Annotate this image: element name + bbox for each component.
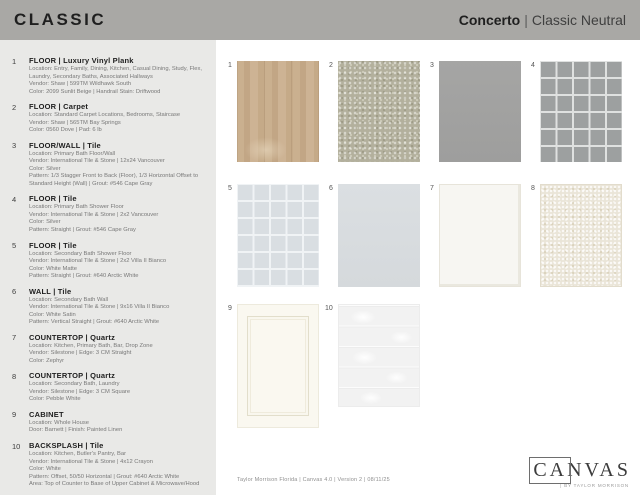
spec-item-body <box>29 410 204 435</box>
spec-item <box>12 371 204 404</box>
light-tile-sample <box>338 184 420 287</box>
spec-detail-line: Vendor: Shaw | 565TM Bay Springs <box>29 119 121 126</box>
swatch-number: 10 <box>325 305 333 312</box>
spec-detail-line: Door: Barnett | Finish: Painted Linen <box>29 427 123 434</box>
spec-item <box>12 194 204 234</box>
swatch-panel <box>216 40 640 495</box>
spec-detail-line: Location: Standard Carpet Locations, Bedrooms, Staircase <box>29 112 181 119</box>
spec-detail-line: Vendor: International Tile & Stone | 12x24 Vancouver <box>29 158 165 165</box>
spec-detail-line: Pattern: Straight | Grout: #640 Arctic White <box>29 273 139 280</box>
white-quartz-sample <box>439 184 521 287</box>
spec-detail-line: Location: Kitchen, Butler's Pantry, Bar <box>29 451 127 457</box>
spec-detail-line: Location: Entry, Family, Dining, Kitchen, Casual Dining, Study, Flex, Laundry, Secondary Baths, Associated Hallways <box>29 66 203 80</box>
spec-item-number: 2 <box>12 102 17 112</box>
wood-plank-sample <box>237 61 319 162</box>
spec-item-body <box>29 102 204 135</box>
canvas-logo <box>533 460 631 488</box>
spec-detail-line: Vendor: Shaw | 599TM Wildhawk South <box>29 81 132 88</box>
package-separator: | <box>524 12 528 28</box>
swatch-number: 9 <box>228 305 232 312</box>
spec-detail-line: Color: White <box>29 466 61 473</box>
spec-list-panel <box>0 40 216 495</box>
spec-item-details <box>29 381 204 404</box>
spec-detail-line: Vendor: International Tile & Stone | 2x2 Vancouver <box>29 211 159 218</box>
canvas-logo-word: CANVAS <box>533 459 631 481</box>
spec-item-details <box>29 204 204 234</box>
collection-title: CLASSIC <box>14 10 107 29</box>
spec-item <box>12 141 204 189</box>
spec-item-details <box>29 343 204 366</box>
spec-item-title: COUNTERTOP | Quartz <box>29 332 116 342</box>
spec-detail-line: Color: White Satin <box>29 311 76 318</box>
swatch-number: 7 <box>430 185 434 192</box>
spec-item-details <box>29 251 204 281</box>
canvas-logo-tagline: | BY TAYLOR MORRISON <box>560 483 629 488</box>
spec-item-details <box>29 151 204 189</box>
spec-detail-line: Vendor: International Tile & Stone | 9x16 Villa II Bianco <box>29 304 170 311</box>
spec-item-body <box>29 194 204 234</box>
header <box>0 0 640 40</box>
spec-detail-line: Pattern: Straight | Grout: #546 Cape Gray <box>29 226 136 233</box>
spec-item <box>12 441 204 489</box>
spec-item-number: 3 <box>12 141 17 151</box>
gray-tile-sample <box>439 61 521 162</box>
spec-item-body <box>29 333 204 366</box>
spec-detail-line: Location: Whole House <box>29 419 89 426</box>
swatch-number: 2 <box>329 62 333 69</box>
spec-item-details <box>29 297 204 327</box>
spec-item-title: FLOOR | Tile <box>29 194 77 204</box>
spec-item-number: 10 <box>12 441 21 451</box>
spec-detail-line: Pattern: Offset, 50/50 Horizontal | Grout: #640 Arctic White <box>29 473 180 480</box>
spec-detail-line: Pattern: Vertical Straight | Grout: #640 Arctic White <box>29 319 160 326</box>
swatch-number: 5 <box>228 185 232 192</box>
spec-item-body <box>29 371 204 404</box>
swatch-tile-vancouver-12x24 <box>430 61 521 162</box>
spec-detail-line: Location: Primary Bath Shower Floor <box>29 204 124 211</box>
spec-item-number: 5 <box>12 241 17 250</box>
spec-item-number: 6 <box>12 287 17 297</box>
spec-item-title: COUNTERTOP | Quartz <box>29 371 116 381</box>
spec-item <box>12 410 204 435</box>
swatch-carpet <box>329 61 420 162</box>
spec-item-details <box>29 66 204 96</box>
swatch-number: 1 <box>228 62 232 69</box>
spec-detail-line: Location: Secondary Bath, Laundry <box>29 381 120 388</box>
spec-detail-line: Color: 0560 Dove | Pad: 6 lb <box>29 127 102 134</box>
spec-item-body <box>29 241 204 281</box>
swatch-cabinet-door <box>228 304 319 428</box>
spec-detail-line: Location: Secondary Bath Shower Floor <box>29 250 132 257</box>
spec-list <box>12 56 204 489</box>
swatch-number: 6 <box>329 185 333 192</box>
spec-detail-line: Location: Primary Bath Floor/Wall <box>29 150 116 157</box>
spec-detail-line: Vendor: Silestone | Edge: 3 CM Straight <box>29 350 132 357</box>
gray-mosaic-sample <box>540 61 622 162</box>
spec-item <box>12 241 204 281</box>
spec-item-body <box>29 287 204 327</box>
spec-item-details <box>29 112 204 135</box>
package-name: Concerto <box>458 12 521 28</box>
speckled-quartz-sample <box>540 184 622 287</box>
spec-detail-line: Color: Pebble White <box>29 396 81 403</box>
package-title <box>459 12 626 28</box>
spec-item-body <box>29 56 204 96</box>
spec-item-title: FLOOR/WALL | Tile <box>29 140 101 150</box>
swatch-tile-villa-bianco-9x16 <box>329 184 420 287</box>
spec-item-title: BACKSPLASH | Tile <box>29 441 104 450</box>
spec-item-title: WALL | Tile <box>29 286 72 296</box>
swatch-number: 8 <box>531 185 535 192</box>
spec-detail-line: Vendor: International Tile & Stone | 2x2 Villa II Bianco <box>29 258 167 265</box>
spec-item-title: CABINET <box>29 409 64 419</box>
swatch-quartz-zephyr <box>430 184 521 287</box>
spec-item <box>12 333 204 366</box>
spec-detail-line: Vendor: Silestone | Edge: 3 CM Square <box>29 388 131 395</box>
light-mosaic-sample <box>237 184 319 287</box>
spec-item-details <box>29 451 204 489</box>
spec-item <box>12 102 204 135</box>
spec-detail-line: Area: Top of Counter to Base of Upper Cabinet & Microwave/Hood <box>29 481 200 488</box>
swatch-quartz-pebble-white <box>531 184 622 287</box>
spec-item-title: FLOOR | Carpet <box>29 102 89 112</box>
swatch-number: 4 <box>531 62 535 69</box>
spec-item-number: 9 <box>12 410 17 420</box>
spec-item-number: 4 <box>12 194 17 204</box>
package-variant: Classic Neutral <box>531 12 626 28</box>
cabinet-door-sample <box>237 304 319 428</box>
footer-note: Taylor Morrison Florida | Canvas 4.0 | Version 2 | 08/11/25 <box>237 477 390 483</box>
canvas-logo-word-wrap <box>533 460 631 481</box>
spec-item <box>12 287 204 327</box>
canvas-logo-box <box>529 457 571 484</box>
spec-item <box>12 56 204 96</box>
swatch-backsplash-crayon <box>325 304 420 407</box>
spec-detail-line: Location: Secondary Bath Wall <box>29 296 109 303</box>
spec-item-number: 1 <box>12 56 17 66</box>
spec-detail-line: Vendor: International Tile & Stone | 4x12 Crayon <box>29 458 153 465</box>
spec-item-title: FLOOR | Tile <box>29 240 77 250</box>
spec-item-number: 7 <box>12 333 17 343</box>
spec-detail-line: Color: Zephyr <box>29 357 65 364</box>
swatch-tile-villa-bianco-2x2 <box>228 184 319 287</box>
spec-detail-line: Color: Silver <box>29 165 61 172</box>
spec-detail-line: Location: Kitchen, Primary Bath, Bar, Drop Zone <box>29 342 153 349</box>
swatch-tile-vancouver-2x2 <box>531 61 622 162</box>
carpet-sample <box>338 61 420 162</box>
spec-item-details <box>29 420 204 435</box>
spec-item-number: 8 <box>12 371 17 381</box>
subway-tile-sample <box>338 304 420 407</box>
swatch-luxury-vinyl-plank <box>228 61 319 162</box>
spec-detail-line: Color: White Matte <box>29 265 77 272</box>
spec-detail-line: Color: 2099 Sunlit Beige | Handrail Stain: Driftwood <box>29 88 161 95</box>
spec-detail-line: Pattern: 1/3 Stagger Front to Back (Floor), 1/3 Horizontal Offset to Standard Height (Wall) | Grout: #546 Cape Gray <box>29 173 199 187</box>
swatch-number: 3 <box>430 62 434 69</box>
spec-detail-line: Color: Silver <box>29 219 61 226</box>
spec-item-body <box>29 141 204 189</box>
spec-item-title: FLOOR | Luxury Vinyl Plank <box>29 56 134 65</box>
spec-item-body <box>29 441 204 489</box>
